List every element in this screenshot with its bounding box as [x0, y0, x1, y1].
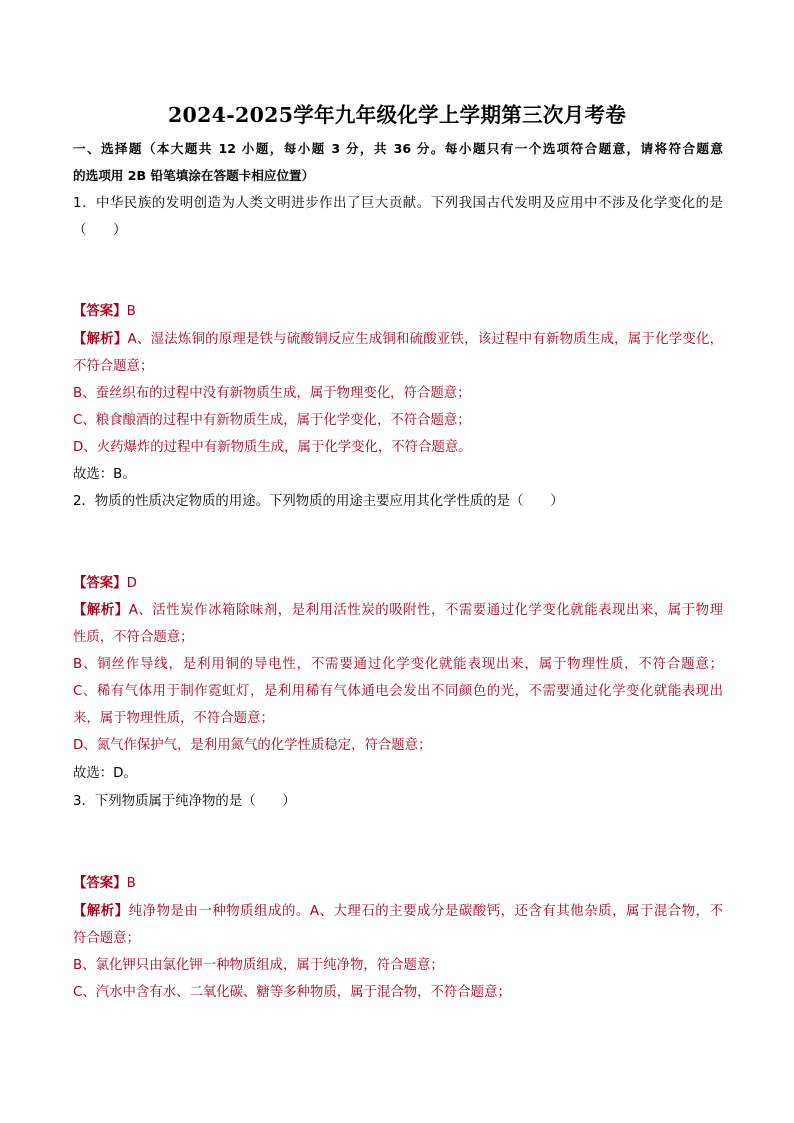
q1-answer-value: B — [126, 304, 136, 319]
q1-answer — [73, 302, 723, 322]
q3-stem: 3．下列物质属于纯净物的是（ ） — [73, 794, 296, 809]
q1-analysis-text1: A、湿法炼铜的原理是铁与硫酸铜反应生成铜和硫酸亚铁，该过程中有新物质生成，属于化学变化， — [127, 332, 723, 347]
page-title: 2024-2025学年九年级化学上学期第三次月考卷 — [167, 103, 627, 127]
q2-analysis-line3: B、铜丝作导线，是利用铜的导电性，不需要通过化学变化就能表现出来，属于物理性质，不符合题意； — [73, 657, 723, 672]
section-heading-line2: 的选项用 2B 铅笔填涂在答题卡相应位置） — [73, 168, 315, 183]
analysis-tag: 【解析】 — [73, 603, 129, 618]
q3-analysis-line2: 符合题意； — [73, 931, 140, 946]
q2-analysis-text1: A、活性炭作冰箱除味剂，是利用活性炭的吸附性，不需要通过化学变化就能表现出来，属于物理 — [128, 603, 723, 618]
q1-stem-line2: （ ） — [73, 223, 127, 238]
q2-analysis-line6: D、氮气作保护气，是利用氮气的化学性质稳定，符合题意； — [73, 738, 432, 753]
q2-answer-value: D — [126, 576, 137, 591]
q3-answer — [73, 874, 723, 894]
q3-analysis-line3: B、氯化钾只由氯化钾一种物质组成，属于纯净物，符合题意； — [73, 958, 444, 973]
q1-analysis-line4: C、粮食酿酒的过程中有新物质生成，属于化学变化，不符合题意； — [73, 413, 471, 428]
q3-analysis-text1: 纯净物是由一种物质组成的。A、大理石的主要成分是碳酸钙，还含有其他杂质，属于混合物，不 — [128, 904, 723, 919]
q2-answer — [73, 574, 723, 594]
analysis-tag: 【解析】 — [73, 904, 129, 919]
q1-analysis-line3: B、蚕丝织布的过程中没有新物质生成，属于物理变化，符合题意； — [73, 386, 471, 401]
q1-conclusion: 故选：B。 — [73, 467, 136, 482]
q2-conclusion: 故选：D。 — [73, 766, 137, 781]
answer-tag: 【答案】 — [73, 876, 127, 891]
answer-tag: 【答案】 — [73, 576, 127, 591]
q2-analysis-line1 — [73, 601, 723, 621]
q3-analysis-line1 — [73, 902, 723, 922]
q2-stem: 2．物质的性质决定物质的用途。下列物质的用途主要应用其化学性质的是（ ） — [73, 494, 564, 509]
q3-analysis-line4: C、汽水中含有水、二氧化碳、糖等多种物质，属于混合物，不符合题意； — [73, 985, 511, 1000]
q2-analysis-line2: 性质，不符合题意； — [73, 630, 194, 645]
q1-analysis-line1 — [73, 330, 723, 350]
q1-analysis-line2: 不符合题意； — [73, 359, 154, 374]
q2-analysis-line4: C、稀有气体用于制作霓虹灯，是利用稀有气体通电会发出不同颜色的光，不需要通过化学变化就能表现出 — [73, 684, 723, 699]
q3-answer-value: B — [126, 876, 136, 891]
q1-analysis-line5: D、火药爆炸的过程中有新物质生成，属于化学变化，不符合题意。 — [73, 440, 472, 455]
answer-tag: 【答案】 — [73, 304, 127, 319]
q2-analysis-line5: 来，属于物理性质，不符合题意； — [73, 711, 274, 726]
q1-stem-line1: 1．中华民族的发明创造为人类文明进步作出了巨大贡献。下列我国古代发明及应用中不涉及化学变化的是 — [73, 196, 723, 211]
section-heading-line1: 一、选择题（本大题共 12 小题，每小题 3 分，共 36 分。每小题只有一个选项符合题意，请将符合题意 — [73, 141, 723, 156]
analysis-tag: 【解析】 — [73, 332, 128, 347]
